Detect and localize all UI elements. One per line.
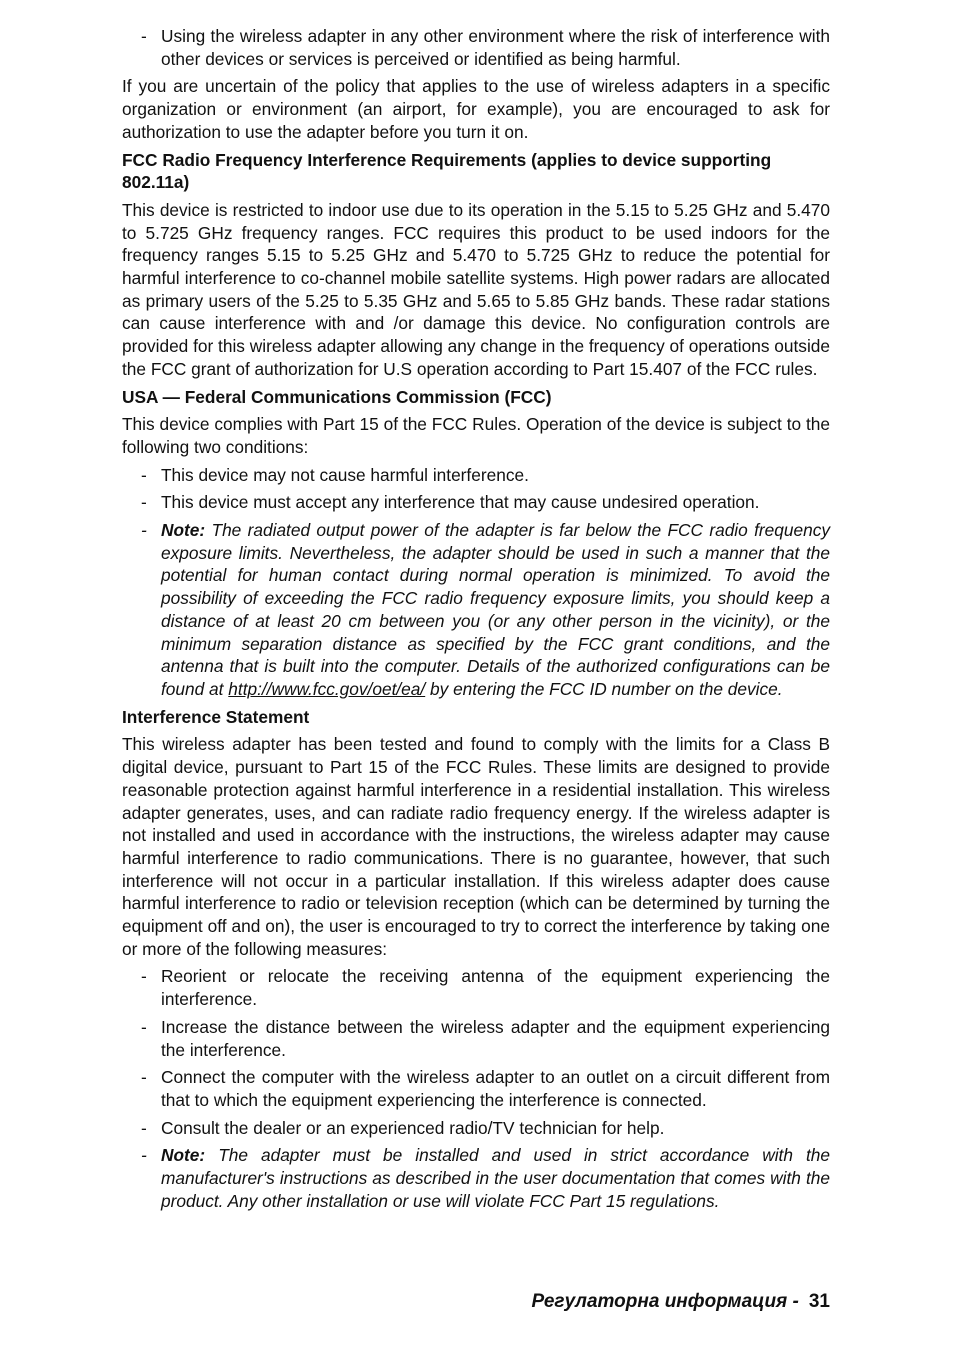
intro-paragraph: If you are uncertain of the policy that applies to the use of wireless adapters in a specific organization or environment (an airport, for example), you are encouraged to ask for authorization to use the adapter before you turn it on. [122, 76, 830, 142]
page-footer [531, 1291, 830, 1314]
fcc-conditions-list [122, 464, 830, 701]
document-page [122, 25, 830, 1217]
list-item: - Consult the dealer or an experienced radio/TV technician for help. [122, 1117, 830, 1140]
list-item: - Reorient or relocate the receiving antenna of the equipment experiencing the interference. [122, 965, 830, 1010]
list-item: - Connect the computer with the wireless adapter to an outlet on a circuit different from that to which the equipment experiencing the interference is connected. [122, 1066, 830, 1111]
usa-fcc-heading: USA — Federal Communications Commission (FCC) [122, 386, 552, 407]
list-item: - Using the wireless adapter in any other environment where the risk of interference with other devices or services is perceived or identified as being harmful. [122, 25, 830, 70]
fcc-exposure-note [122, 519, 830, 701]
note-text: The adapter must be installed and used in strict accordance with the manufacturer's instructions as described in the user documentation that comes with the product. Any other installation or use will violate FCC Part 15 regulations. [161, 1145, 830, 1211]
fcc-link[interactable]: http://www.fcc.gov/oet/ea/ [228, 678, 426, 699]
interference-paragraph: This wireless adapter has been tested and found to comply with the limits for a Class B digital device, pursuant to Part 15 of the FCC Rules. These limits are designed to provide reasonable protection against harmful interference in a residential installation. This wireless adapter generates, uses, and can radiate radio frequency energy. If the wireless adapter is not installed and used in accordance with the instructions, the wireless adapter may cause harmful interference to radio communications. There is no guarantee, however, that such interference will not occur in a particular installation. If this wireless adapter does cause harmful interference to radio or television reception (which can be determined by turning the equipment off and on), the user is encouraged to try to correct the interference by taking one or more of the following measures: [122, 734, 830, 959]
interference-heading: Interference Statement [122, 706, 310, 727]
note-label: Note: [161, 1145, 206, 1166]
note-text-end: by entering the FCC ID number on the device. [430, 678, 783, 699]
list-item: - This device must accept any interference that may cause undesired operation. [122, 491, 830, 514]
fcc-rf-heading: FCC Radio Frequency Interference Requirements (applies to device supporting 802.11a) [122, 149, 772, 193]
usa-fcc-paragraph: This device complies with Part 15 of the FCC Rules. Operation of the device is subject to the following two conditions: [122, 414, 830, 457]
list-item: - Increase the distance between the wireless adapter and the equipment experiencing the interference. [122, 1016, 830, 1061]
footer-section-title: Регулаторна информация - [531, 1291, 799, 1312]
list-item: - This device may not cause harmful interference. [122, 464, 830, 487]
interference-measures-list [122, 965, 830, 1212]
fcc-rf-paragraph: This device is restricted to indoor use due to its operation in the 5.15 to 5.25 GHz and 5.470 to 5.725 GHz frequency ranges. FCC requires this product to be used indoors for the frequency ranges 5.15 to 5.25 GHz and 5.470 to 5.725 GHz to reduce the potential for harmful interference to co-channel mobile satellite systems. High power radars are allocated as primary users of the 5.25 to 5.35 GHz and 5.65 to 5.85 GHz bands. These radar stations can cause interference with and /or damage this device. No configuration controls are provided for this wireless adapter allowing any change in the frequency of operations outside the FCC grant of authorization for U.S operation according to Part 15.407 of the FCC rules. [122, 199, 830, 379]
page-number: 31 [808, 1291, 830, 1312]
note-text: The radiated output power of the adapter is far below the FCC radio frequency exposure limits. Nevertheless, the adapter should be used in such a manner that the potential for human contact during normal operation is minimized. To avoid the possibility of exceeding the FCC radio frequency exposure limits, you should keep a distance of at least 20 cm between you (or any other person in the vicinity), or the minimum separation distance as specified by the FCC grant conditions, and the antenna that is built into the computer. Details of the authorized configurations can be found at [161, 520, 830, 699]
note-label: Note: [161, 520, 206, 541]
intro-bullet-list [122, 25, 830, 70]
installation-note [122, 1144, 830, 1212]
